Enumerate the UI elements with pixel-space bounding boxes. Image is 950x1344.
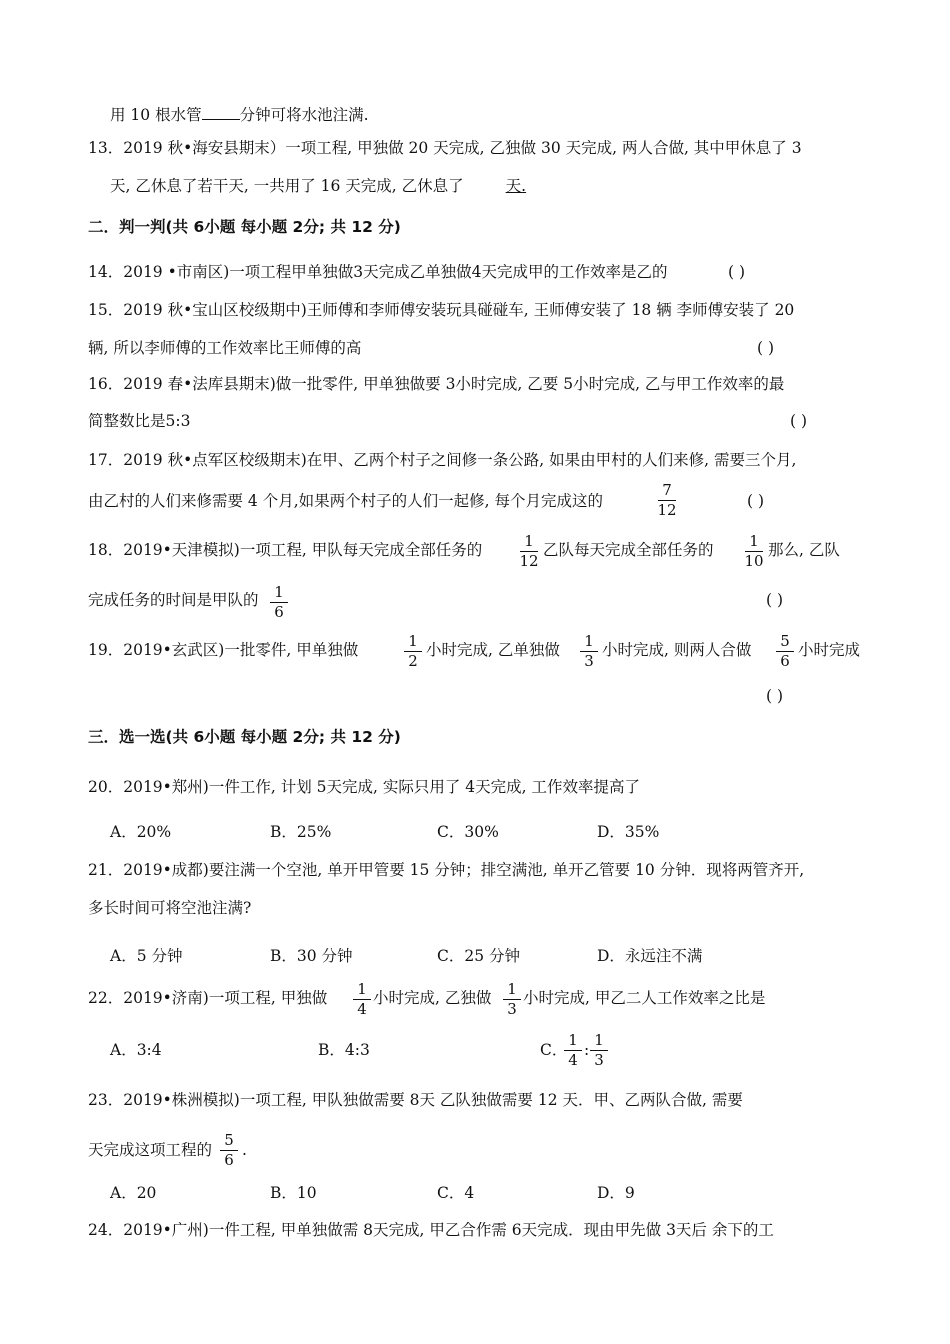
q20-option-c[interactable]: C．30% xyxy=(437,823,499,841)
q22-optc-frac1-num: 1 xyxy=(568,1031,578,1049)
q23-frac-num: 5 xyxy=(224,1131,234,1149)
q18-fraction-2 xyxy=(743,533,765,570)
q20-option-d[interactable]: D．35% xyxy=(597,823,660,841)
q18-frac2-num: 1 xyxy=(749,532,759,550)
q21-line1: 21．2019•成都)要注满一个空池, 单开甲管要 15 分钟；排空满池, 单开乙管要 10 分钟．现将两管齐开, xyxy=(88,861,805,879)
q19-frac2-den: 3 xyxy=(584,652,594,670)
q16-answer-paren[interactable]: ( ) xyxy=(790,412,808,430)
q17-line1: 17．2019 秋•点军区校级期末)在甲、乙两个村子之间修一条公路, 如果由甲村的人们来修, 需要三个月, xyxy=(88,451,797,469)
q21-option-c[interactable]: C．25 分钟 xyxy=(437,947,521,965)
q18-frac3-num: 1 xyxy=(274,583,284,601)
q12-tail xyxy=(110,103,369,125)
q22-fraction-2 xyxy=(501,981,523,1018)
q13-text: 天, 乙休息了若干天, 一共用了 16 天完成, 乙休息了 xyxy=(110,177,464,195)
q18-frac2-den: 10 xyxy=(744,552,764,570)
q22-optc-frac1-den: 4 xyxy=(568,1051,578,1069)
q17-answer-paren[interactable]: ( ) xyxy=(747,492,765,510)
q15-line2: 辆, 所以李师傅的工作效率比王师傅的高 xyxy=(88,339,362,357)
q18-line1 xyxy=(88,540,482,560)
q20-option-b[interactable]: B．25% xyxy=(270,823,332,841)
q19-text-a: 19．2019•玄武区)一批零件, 甲单独做 xyxy=(88,641,359,659)
q23-line1: 23．2019•株洲模拟)一项工程, 甲队独做需要 8天 乙队独做需要 12 天．甲、乙两队合做, 需要 xyxy=(88,1091,743,1109)
q19-text-c: 小时完成, 则两人合做 xyxy=(602,641,752,659)
q18-frac1-den: 12 xyxy=(519,552,539,570)
section3-title: 三．选一选(共 6小题 每小题 2分; 共 12 分) xyxy=(88,728,401,746)
q19-fraction-1 xyxy=(402,633,424,670)
q22-option-b[interactable]: B．4:3 xyxy=(318,1041,370,1059)
q13-line1: 13．2019 秋•海安县期末）一项工程, 甲独做 20 天完成, 乙独做 30 天完成, 两人合做, 其中甲休息了 3 xyxy=(88,139,802,157)
q18-text-c: 那么, 乙队 xyxy=(768,541,840,559)
q19-fraction-2 xyxy=(578,633,600,670)
q15-answer-paren[interactable]: ( ) xyxy=(757,339,775,357)
q16-line2: 简整数比是5:3 xyxy=(88,412,191,430)
q18-line2: 完成任务的时间是甲队的 xyxy=(88,591,259,609)
q17-fraction xyxy=(656,482,678,519)
q22-frac1-den: 4 xyxy=(357,1000,367,1018)
q22-optC-colon: : xyxy=(584,1041,590,1059)
q14-answer-paren[interactable]: ( ) xyxy=(728,263,746,281)
q13-line2 xyxy=(110,176,526,196)
q21-line2: 多长时间可将空池注满? xyxy=(88,899,252,917)
q19-frac3-num: 5 xyxy=(780,632,790,650)
q20-text: 20．2019•郑州)一件工作, 计划 5天完成, 实际只用了 4天完成, 工作效率提高了 xyxy=(88,778,641,796)
q21-option-d[interactable]: D．永远注不满 xyxy=(597,947,703,965)
q16-line1: 16．2019 春•法库县期末)做一批零件, 甲单独做要 3小时完成, 乙要 5小时完成, 乙与甲工作效率的最 xyxy=(88,375,785,393)
q19-text-d: 小时完成 xyxy=(798,641,861,659)
q19-fraction-3 xyxy=(774,633,796,670)
q18-frac1-num: 1 xyxy=(524,532,534,550)
q23-frac-den: 6 xyxy=(224,1151,234,1169)
q19-text-b: 小时完成, 乙单独做 xyxy=(426,641,560,659)
q22-optC-fraction-2 xyxy=(588,1032,610,1069)
q19-frac3-den: 6 xyxy=(780,652,790,670)
q14-text: 14．2019 •市南区)一项工程甲单独做3天完成乙单独做4天完成甲的工作效率是乙的 xyxy=(88,263,668,281)
q17-frac-den: 12 xyxy=(657,501,677,519)
q13-answer: 天. xyxy=(505,177,527,195)
q23-option-d[interactable]: D．9 xyxy=(597,1184,635,1202)
q22-text-a: 22．2019•济南)一项工程, 甲独做 xyxy=(88,989,328,1007)
q19-answer-paren[interactable]: ( ) xyxy=(766,687,784,705)
q22-optc-frac2-den: 3 xyxy=(594,1051,604,1069)
section2-title: 二．判一判(共 6小题 每小题 2分; 共 12 分) xyxy=(88,218,401,236)
q18-fraction-1 xyxy=(518,533,540,570)
q22-frac2-num: 1 xyxy=(507,980,517,998)
q22-optC-fraction-1 xyxy=(562,1032,584,1069)
q23-option-b[interactable]: B．10 xyxy=(270,1184,317,1202)
q23-option-c[interactable]: C．4 xyxy=(437,1184,475,1202)
q22-option-c-label: C． xyxy=(540,1041,568,1059)
q19-frac1-num: 1 xyxy=(408,632,418,650)
q12-text-before: 用 10 根水管 xyxy=(110,106,202,124)
q22-option-a[interactable]: A．3:4 xyxy=(110,1041,162,1059)
q20-option-a[interactable]: A．20% xyxy=(110,823,172,841)
q22-text-b: 小时完成, 乙独做 xyxy=(373,989,492,1007)
q18-answer-paren[interactable]: ( ) xyxy=(766,591,784,609)
q22-text-c: 小时完成, 甲乙二人工作效率之比是 xyxy=(523,989,766,1007)
q23-fraction xyxy=(218,1132,240,1169)
q12-text-after: 分钟可将水池注满. xyxy=(239,106,369,124)
q17-frac-num: 7 xyxy=(662,481,672,499)
q23-line2: 天完成这项工程的 xyxy=(88,1141,213,1159)
q21-option-b[interactable]: B．30 分钟 xyxy=(270,947,353,965)
q21-option-a[interactable]: A．5 分钟 xyxy=(110,947,183,965)
q23-option-a[interactable]: A．20 xyxy=(110,1184,157,1202)
q18-text-b: 乙队每天完成全部任务的 xyxy=(543,541,714,559)
q23-tail: . xyxy=(242,1141,247,1159)
q19-frac2-num: 1 xyxy=(584,632,594,650)
q22-frac2-den: 3 xyxy=(507,1000,517,1018)
q24-line1: 24．2019•广州)一件工程, 甲单独做需 8天完成, 甲乙合作需 6天完成．现由甲先做 3天后 余下的工 xyxy=(88,1221,774,1239)
q22-fraction-1 xyxy=(351,981,373,1018)
q22-optc-frac2-num: 1 xyxy=(594,1031,604,1049)
q17-line2: 由乙村的人们来修需要 4 个月,如果两个村子的人们一起修, 每个月完成这的 xyxy=(88,492,603,510)
q12-blank xyxy=(202,103,240,120)
q19-frac1-den: 2 xyxy=(408,652,418,670)
q18-text-a: 18．2019•天津模拟)一项工程, 甲队每天完成全部任务的 xyxy=(88,541,483,559)
q18-frac3-den: 6 xyxy=(274,603,284,621)
q18-fraction-3 xyxy=(268,584,290,621)
q22-frac1-num: 1 xyxy=(357,980,367,998)
q15-line1: 15．2019 秋•宝山区校级期中)王师傅和李师傅安装玩具碰碰车, 王师傅安装了 18 辆 李师傅安装了 20 xyxy=(88,301,795,319)
